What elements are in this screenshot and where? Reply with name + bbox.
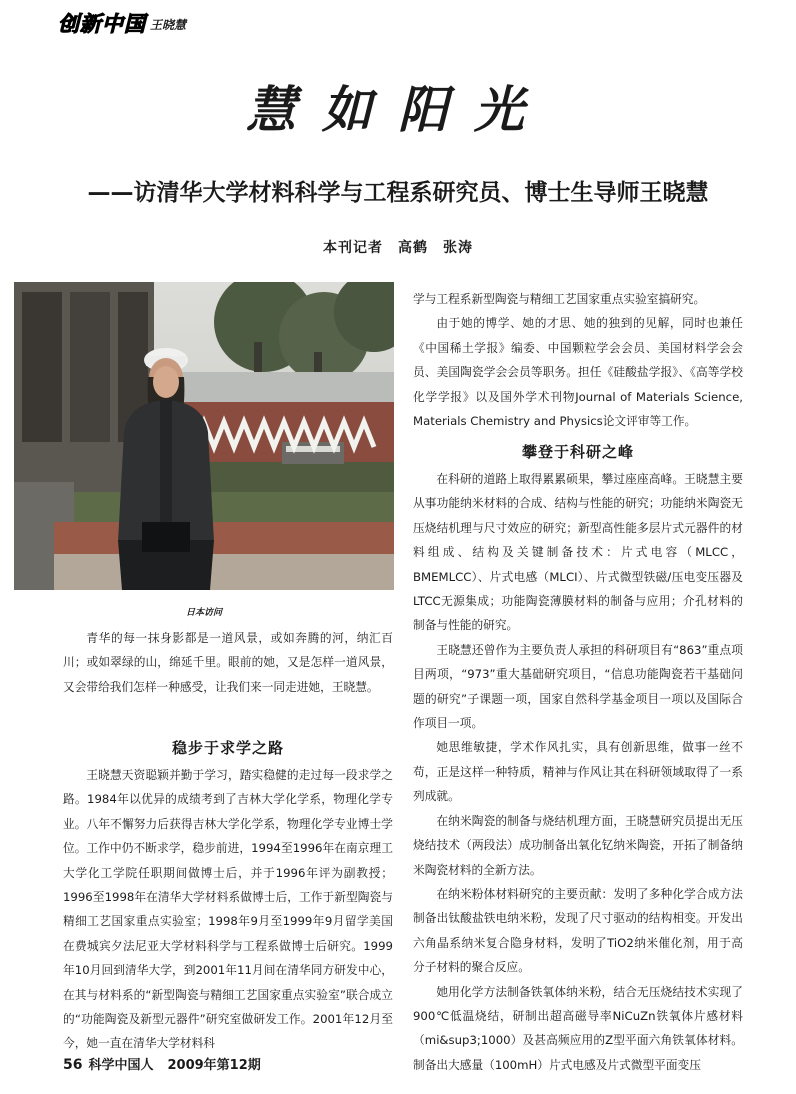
section-heading-research: 攀登于科研之峰 — [521, 443, 634, 461]
issue-label: 2009年第12期 — [167, 1058, 261, 1073]
right-column-text — [413, 287, 743, 433]
section-heading-study: 稳步于求学之路 — [171, 739, 284, 757]
article-subtitle: ——访清华大学材料科学与工程系研究员、博士生导师王晓慧 — [87, 180, 709, 206]
page-number: 56 — [63, 1057, 83, 1073]
section-study-text — [63, 763, 393, 1056]
portrait-photo — [14, 282, 394, 590]
research-paragraph-1: 在科研的道路上取得累累硕果，攀过座座高峰。王晓慧主要从事功能纳米材料的合成、结构与性能的研究；功能纳米陶瓷无压烧结机理与尺寸效应的研究；新型高性能多层片式元器件的材料组成、结构及关键制备技术：片式电容（MLCC，BMEMLCC）、片式电感（MLCI）、片式微型铁磁/压电变压器及LTCC无源集成；功能陶瓷薄膜材料的制备与应用；介孔材料的制备与性能的研究。 — [413, 472, 743, 633]
continued-paragraph: 学与工程系新型陶瓷与精细工艺国家重点实验室搞研究。 — [413, 292, 706, 306]
research-paragraph-2: 王晓慧还曾作为主要负责人承担的科研项目有“863”重点项目两项，“973”重大基础研究项目，“信息功能陶瓷若干基础问题的研究”子课题一项，国家自然科学基金项目一项以及国际合作项目一项。 — [413, 642, 743, 731]
research-paragraph-6: 她用化学方法制备铁氧体纳米粉，结合无压烧结技术实现了900℃低温烧结，研制出超高磁导率NiCuZn铁氧体片感材料（mi&sup3;1000）及甚高频应用的Z型平面六角铁氧体材料。制备出大感量（100mH）片式电感及片式微型平面变压 — [413, 984, 743, 1072]
research-paragraph-4: 在纳米陶瓷的制备与烧结机理方面，王晓慧研究员提出无压烧结技术（两段法）成功制备出氧化钇纳米陶瓷，开拓了制备纳米陶瓷材料的全新方法。 — [413, 813, 743, 877]
byline: 本刊记者 高鹤 张涛 — [323, 240, 473, 256]
magazine-name: 科学中国人 — [88, 1058, 154, 1073]
roles-paragraph: 由于她的博学、她的才思、她的独到的见解，同时也兼任《中国稀土学报》编委、中国颗粒学会会员、美国材料学会会员、美国陶瓷学会会员等职务。担任《硅酸盐学报》、《高等学校化学学报》以及国外学术刊物Journal of Materials Science, Materials Chemistry and Physics论文评审等工作。 — [413, 316, 743, 429]
article-title: 慧如阳光 — [246, 80, 550, 139]
research-paragraph-3: 她思维敏捷，学术作风扎实，具有创新思维，做事一丝不苟，正是这样一种特质，精神与作风让其在科研领域取得了一系列成就。 — [413, 740, 743, 804]
research-paragraph-5: 在纳米粉体材料研究的主要贡献：发明了多种化学合成方法制备出钛酸盐铁电纳米粉，发现了尺寸驱动的结构相变。开发出六角晶系纳米复合隐身材料，发明了TiO2纳米催化剂，用于高分子材料的聚合反应。 — [413, 886, 743, 975]
page-footer — [63, 1054, 261, 1073]
intro-paragraph: 青华的每一抹身影都是一道风景，或如奔腾的河，纳汇百川；或如翠绿的山，绵延千里。眼前的她，又是怎样一道风景，又会带给我们怎样一种感受，让我们来一同走进她，王晓慧。 — [63, 631, 393, 694]
section-study-paragraph: 王晓慧天资聪颖并勤于学习，踏实稳健的走过每一段求学之路。1984年以优异的成绩考到了吉林大学化学系，物理化学专业。八年不懈努力后获得吉林大学化学系，物理化学专业博士学位。工作中仍不断求学，稳步前进，1994至1996年在南京理工大学化工学院任职期间做博士后，并于1996年评为副教授；1996至1998年在清华大学材料系做博士后，工作于新型陶瓷与精细工艺国家重点实验室；1998年9月至1999年9月留学美国在费城宾夕法尼亚大学材料科学与工程系做博士后研究。1999年10月回到清华大学，到2001年11月间在清华同方研发中心，在其与材料系的“新型陶瓷与精细工艺国家重点实验室”联合成立的“功能陶瓷及新型元器件”研究室做研发工作。2001年12月至今，她一直在清华大学材料科 — [63, 768, 393, 1051]
section-research-text — [413, 467, 743, 1077]
column-author: 王晓慧 — [150, 18, 187, 32]
column-label: 创新中国 — [58, 12, 146, 36]
photo-caption: 日本访问 — [185, 608, 222, 618]
intro-text — [63, 626, 393, 699]
